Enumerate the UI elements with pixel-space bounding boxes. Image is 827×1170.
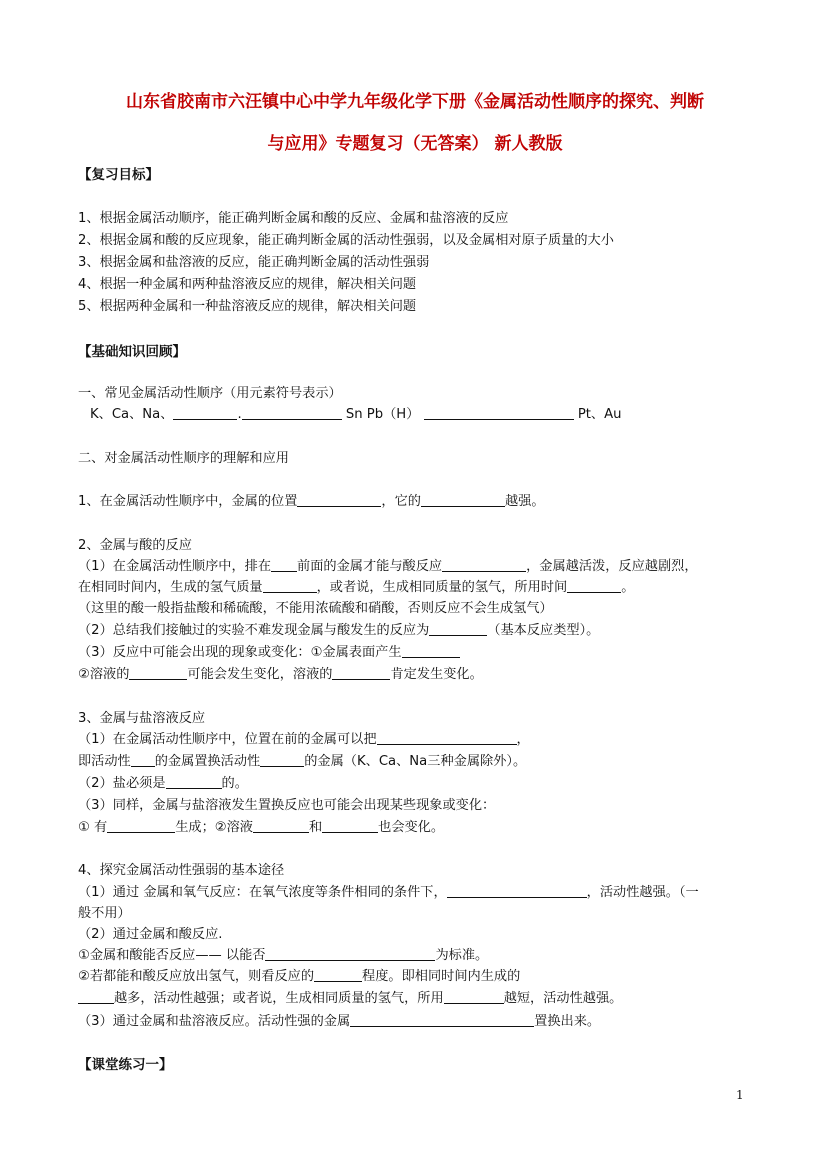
answer-blank[interactable] <box>429 622 487 636</box>
goal-item-3: 3、根据金属和盐溶液的反应，能正确判断金属的活动性强弱 <box>78 255 430 270</box>
question-4-2-a: ①金属和酸能否反应—— 以能否 为标准。 <box>78 948 489 963</box>
answer-blank[interactable] <box>271 558 297 572</box>
answer-blank[interactable] <box>166 775 222 789</box>
question-1: 1、在金属活动性顺序中，金属的位置 ，它的 越强。 <box>78 494 545 509</box>
answer-blank[interactable] <box>424 406 574 420</box>
answer-blank[interactable] <box>107 819 175 833</box>
question-3-3-cont: ① 有 生成；②溶液 和 也会变化。 <box>78 820 445 835</box>
answer-blank[interactable] <box>265 947 435 961</box>
question-2-1-cont: 在相同时间内，生成的氢气质量 ，或者说，生成相同质量的氢气，所用时间 。 <box>78 580 635 595</box>
answer-blank[interactable] <box>297 493 381 507</box>
question-2-1: （1）在金属活动性顺序中，排在 前面的金属才能与酸反应 ，金属越活泼，反应越剧烈， <box>78 559 698 574</box>
answer-blank[interactable] <box>173 406 237 420</box>
question-4-3: （3）通过金属和盐溶液反应。活动性强的金属 置换出来。 <box>78 1014 601 1029</box>
question-2-3-cont: ②溶液的 可能会发生变化，溶液的 肯定发生变化。 <box>78 667 483 682</box>
answer-blank[interactable] <box>129 666 187 680</box>
section-1-title: 一、常见金属活动性顺序（用元素符号表示） <box>78 386 342 401</box>
answer-blank[interactable] <box>350 1013 534 1027</box>
question-4-title: 4、探究金属活动性强弱的基本途径 <box>78 863 285 878</box>
goal-item-1: 1、根据金属活动顺序，能正确判断金属和酸的反应、金属和盐溶液的反应 <box>78 211 509 226</box>
goal-item-5: 5、根据两种金属和一种盐溶液反应的规律，解决相关问题 <box>78 299 417 314</box>
question-3-1-cont: 即活动性 的金属置换活动性 的金属（K、Ca、Na三种金属除外）。 <box>78 754 527 769</box>
activity-series-line: K、Ca、Na、 . Sn Pb（H） Pt、Au <box>90 407 622 422</box>
goal-item-2: 2、根据金属和酸的反应现象，能正确判断金属的活动性强弱，以及金属相对原子质量的大小 <box>78 233 614 248</box>
question-3-title: 3、金属与盐溶液反应 <box>78 711 206 726</box>
answer-blank[interactable] <box>78 990 114 1004</box>
question-2-title: 2、金属与酸的反应 <box>78 538 192 553</box>
question-4-1-cont: 般不用） <box>78 906 131 921</box>
answer-blank[interactable] <box>263 579 317 593</box>
question-2-3: （3）反应中可能会出现的现象或变化：①金属表面产生 <box>78 644 460 662</box>
answer-blank[interactable] <box>442 558 526 572</box>
question-4-2: （2）通过金属和酸反应. <box>78 927 223 942</box>
question-3-3: （3）同样，金属与盐溶液发生置换反应也可能会出现某些现象或变化： <box>78 798 496 813</box>
practice-heading: 【课堂练习一】 <box>78 1057 173 1073</box>
answer-blank[interactable] <box>421 493 505 507</box>
answer-blank[interactable] <box>253 819 309 833</box>
answer-blank[interactable] <box>242 406 342 420</box>
answer-blank[interactable] <box>377 731 517 745</box>
answer-blank[interactable] <box>567 579 621 593</box>
question-2-note: （这里的酸一般指盐酸和稀硫酸，不能用浓硫酸和硝酸，否则反应不会生成氢气） <box>78 601 553 616</box>
basics-heading: 【基础知识回顾】 <box>78 344 186 360</box>
answer-blank[interactable] <box>314 968 362 982</box>
answer-blank[interactable] <box>322 819 378 833</box>
question-4-1: （1）通过 金属和氧气反应：在氧气浓度等条件相同的条件下， ，活动性越强。（一 <box>78 885 699 900</box>
goal-item-4: 4、根据一种金属和两种盐溶液反应的规律，解决相关问题 <box>78 277 417 292</box>
document-title-line-2: 与应用》专题复习（无答案） 新人教版 <box>267 134 563 154</box>
review-goals-heading: 【复习目标】 <box>78 167 159 183</box>
question-2-2: （2）总结我们接触过的实验不难发现金属与酸发生的反应为 （基本反应类型）。 <box>78 623 600 638</box>
answer-blank[interactable] <box>402 644 460 658</box>
page-number: 1 <box>736 1088 744 1102</box>
question-3-2: （2）盐必须是 的。 <box>78 776 248 791</box>
answer-blank[interactable] <box>444 990 504 1004</box>
question-4-2-c: 越多，活动性越强；或者说，生成相同质量的氢气，所用 越短，活动性越强。 <box>78 990 622 1008</box>
question-4-2-b: ②若都能和酸反应放出氢气，则看反应的 程度。即相同时间内生成的 <box>78 969 521 984</box>
document-title-line-1: 山东省胶南市六汪镇中心中学九年级化学下册《金属活动性顺序的探究、判断 <box>126 92 704 112</box>
answer-blank[interactable] <box>447 884 587 898</box>
answer-blank[interactable] <box>260 753 304 767</box>
question-3-1: （1）在金属活动性顺序中，位置在前的金属可以把 ， <box>78 732 530 747</box>
answer-blank[interactable] <box>131 753 155 767</box>
answer-blank[interactable] <box>332 666 390 680</box>
section-2-title: 二、对金属活动性顺序的理解和应用 <box>78 451 289 466</box>
